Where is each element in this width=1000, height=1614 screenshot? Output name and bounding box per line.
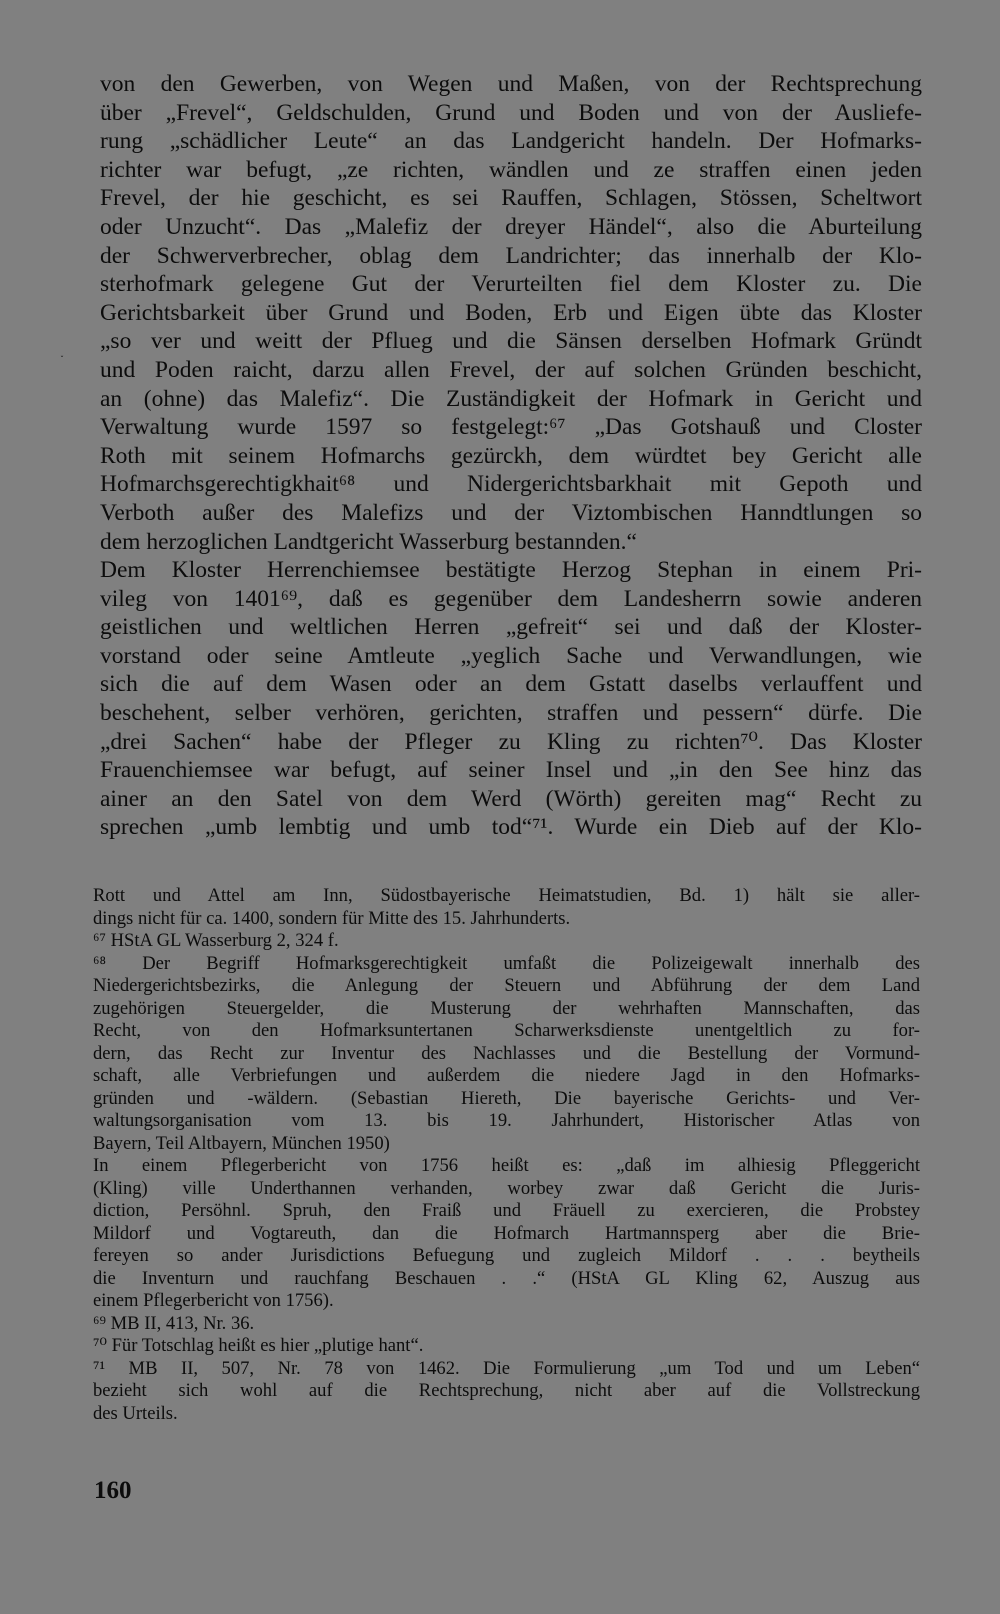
text-line: und Poden raicht, darzu allen Frevel, der auf solchen Gründen beschicht, <box>100 356 922 383</box>
footnote-line: diction, Persöhnl. Spruh, den Fraiß und Fräuell zu exercieren, die Probstey <box>93 1200 920 1221</box>
text-line: sich die auf dem Wasen oder an dem Gstatt daselbs verlauffent und <box>100 671 922 698</box>
footnote-line: dern, das Recht zur Inventur des Nachlasses und die Bestellung der Vormund- <box>93 1042 920 1064</box>
text-line: ainer an den Satel von dem Werd (Wörth) gereiten mag“ Recht zu <box>100 785 922 812</box>
footnote-line: einem Pflegerbericht von 1756). <box>93 1290 334 1311</box>
footnote-line: Bayern, Teil Altbayern, München 1950) <box>93 1132 390 1154</box>
text-line: beschehent, selber verhören, gerichten, straffen und pessern“ dürfe. Die <box>100 700 922 727</box>
text-line: Verboth außer des Malefizs und der Viztombischen Hanndtlungen so <box>100 499 922 526</box>
footnote-line: zugehörigen Steuergelder, die Musterung der wehrhaften Mannschaften, das <box>93 997 920 1019</box>
main-text-block <box>100 70 922 842</box>
footnote-line: dings nicht für ca. 1400, sondern für Mitte des 15. Jahrhunderts. <box>93 907 571 929</box>
text-line: Dem Kloster Herrenchiemsee bestätigte Herzog Stephan in einem Pri- <box>100 557 922 584</box>
text-line: vileg von 1401⁶⁹, daß es gegenüber dem Landesherrn sowie anderen <box>100 585 922 612</box>
text-line: rung „schädlicher Leute“ an das Landgericht handeln. Der Hofmarks- <box>100 128 922 155</box>
text-line: „drei Sachen“ habe der Pfleger zu Kling zu richten⁷⁰. Das Kloster <box>100 728 922 755</box>
text-line: sterhofmark gelegene Gut der Verurteilten fiel dem Kloster zu. Die <box>100 271 922 298</box>
text-line: an (ohne) das Malefiz“. Die Zuständigkeit der Hofmark in Gericht und <box>100 385 922 412</box>
text-line: von den Gewerben, von Wegen und Maßen, von der Rechtsprechung <box>100 71 922 97</box>
footnote-line: ⁷⁰ Für Totschlag heißt es hier „plutige hant“. <box>93 1335 424 1356</box>
page-number: 160 <box>94 1477 132 1504</box>
footnote-line: gründen und -wäldern. (Sebastian Hiereth, Die bayerische Gerichts- und Ver- <box>93 1087 920 1109</box>
text-line: Frauenchiemsee war befugt, auf seiner Insel und „in den See hinz das <box>100 757 922 784</box>
footnote-line: Rott und Attel am Inn, Südostbayerische Heimatstudien, Bd. 1) hält sie aller- <box>93 885 920 906</box>
footnote-line: ⁶⁸ Der Begriff Hofmarksgerechtigkeit umfaßt die Polizeigewalt innerhalb des <box>93 952 920 974</box>
text-line: Roth mit seinem Hofmarchs gezürckh, dem würdtet bey Gericht alle <box>100 442 922 469</box>
footnote-line: schaft, alle Verbriefungen und außerdem die niedere Jagd in den Hofmarks- <box>93 1065 920 1086</box>
text-line: sprechen „umb lembtig und umb tod“⁷¹. Wurde ein Dieb auf der Klo- <box>100 814 922 841</box>
text-line: richter war befugt, „ze richten, wändlen und ze straffen einen jeden <box>100 156 922 183</box>
text-line: Hofmarchsgerechtigkhait⁶⁸ und Nidergerichtsbarkhait mit Gepoth und <box>100 471 922 498</box>
footnote-line: Niedergerichtsbezirks, die Anlegung der Steuern und Abführung der dem Land <box>93 975 920 996</box>
text-line: oder Unzucht“. Das „Malefiz der dreyer Händel“, also die Aburteilung <box>100 213 922 240</box>
text-line: Frevel, der hie geschicht, es sei Rauffen, Schlagen, Stössen, Scheltwort <box>100 185 922 212</box>
footnote-line: Recht, von den Hofmarksuntertanen Scharwerksdienste unentgeltlich zu for- <box>93 1020 920 1041</box>
text-line: vorstand oder seine Amtleute „yeglich Sache und Verwandlungen, wie <box>100 642 922 669</box>
footnote-line: bezieht sich wohl auf die Rechtsprechung, nicht aber auf die Vollstreckung <box>93 1380 920 1401</box>
text-line: dem herzoglichen Landtgericht Wasserburg bestannden.“ <box>100 528 637 555</box>
footnote-line: die Inventurn und rauchfang Beschauen . .“ (HStA GL Kling 62, Auszug aus <box>93 1267 920 1289</box>
footnotes-block <box>93 885 920 1425</box>
footnote-line: ⁷¹ MB II, 507, Nr. 78 von 1462. Die Formulierung „um Tod und um Leben“ <box>93 1357 920 1379</box>
footnote-line: Mildorf und Vogtareuth, dan die Hofmarch Hartmannsperg aber die Brie- <box>93 1222 920 1244</box>
footnote-line: fereyen so ander Jurisdictions Befuegung und zugleich Mildorf . . . beytheils <box>93 1245 920 1266</box>
text-line: geistlichen und weltlichen Herren „gefreit“ sei und daß der Kloster- <box>100 614 922 641</box>
footnote-line: waltungsorganisation vom 13. bis 19. Jahrhundert, Historischer Atlas von <box>93 1110 920 1131</box>
footnote-line: In einem Pflegerbericht von 1756 heißt es: „daß im alhiesig Pfleggericht <box>93 1155 920 1176</box>
footnote-line: ⁶⁷ HStA GL Wasserburg 2, 324 f. <box>93 930 339 951</box>
text-line: Gerichtsbarkeit über Grund und Boden, Erb und Eigen übte das Kloster <box>100 299 922 326</box>
text-line: über „Frevel“, Geldschulden, Grund und Boden und von der Ausliefe- <box>100 99 922 126</box>
footnote-line: des Urteils. <box>93 1402 178 1424</box>
margin-mark: ˯ <box>60 344 64 358</box>
text-line: der Schwerverbrecher, oblag dem Landrichter; das innerhalb der Klo- <box>100 242 922 269</box>
footnote-line: (Kling) ville Underthannen verhanden, worbey zwar daß Gericht die Juris- <box>93 1177 920 1199</box>
text-line: „so ver und weitt der Pflueg und die Sänsen derselben Hofmark Gründt <box>100 328 922 355</box>
footnote-line: ⁶⁹ MB II, 413, Nr. 36. <box>93 1312 255 1334</box>
text-line: Verwaltung wurde 1597 so festgelegt:⁶⁷ „Das Gotshauß und Closter <box>100 414 922 441</box>
